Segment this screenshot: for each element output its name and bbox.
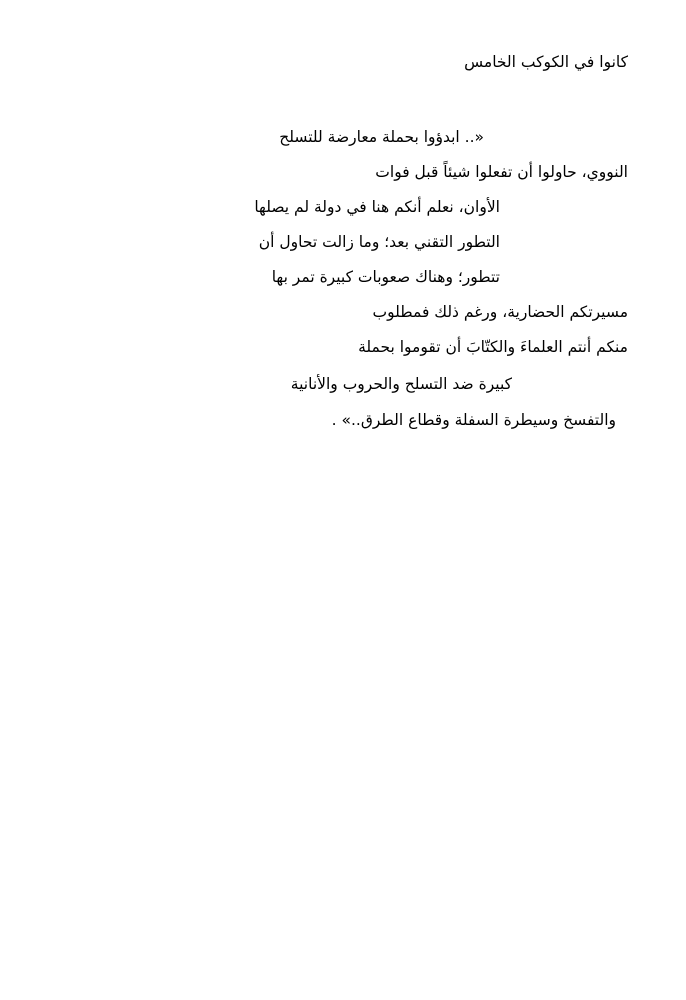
text-line-2: النووي، حاولوا أن تفعلوا شيئاً قبل فوات: [375, 163, 628, 181]
text-line-4: التطور التقني بعد؛ وما زالت تحاول أن: [258, 233, 500, 251]
text-line-7: منكم أنتم العلماءَ والكتّابَ أن تقوموا بحملة: [358, 338, 628, 356]
text-line-6: مسيرتكم الحضارية، ورغم ذلك فمطلوب: [372, 303, 628, 321]
text-line-8: كبيرة ضد التسلح والحروب والأنانية: [290, 375, 512, 393]
text-line-5: تتطور؛ وهناك صعوبات كبيرة تمر بها: [271, 268, 500, 286]
text-line-3: الأوان، نعلم أنكم هنا في دولة لم يصلها: [254, 198, 500, 216]
text-line-9: والتفسخ وسيطرة السفلة وقطاع الطرق..» .: [331, 411, 616, 429]
text-line-1: «.. ابدؤوا بحملة معارضة للتسلح: [279, 128, 484, 146]
running-header: كانوا في الكوكب الخامس: [464, 53, 628, 71]
